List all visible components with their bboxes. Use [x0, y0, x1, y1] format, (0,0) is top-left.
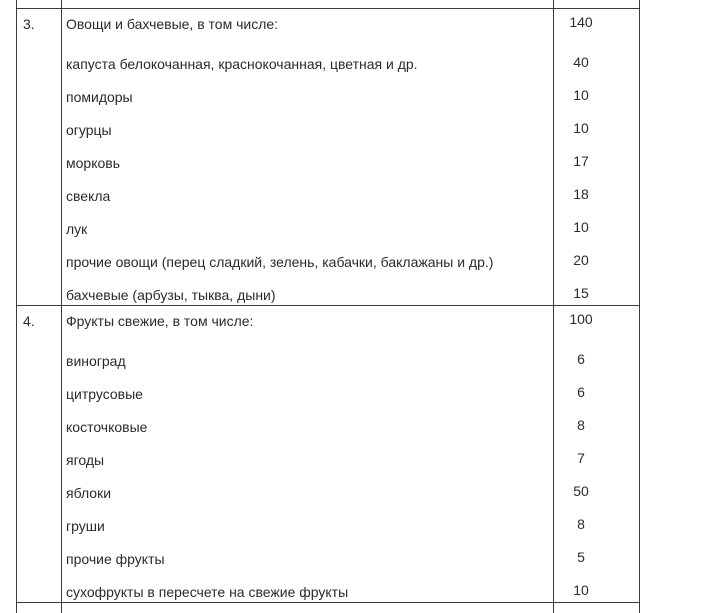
row-divider-section-3 — [16, 8, 640, 9]
row-divider-section-4 — [16, 305, 640, 306]
item-value: 10 — [573, 87, 589, 103]
item-label: морковь — [66, 155, 120, 171]
item-value: 10 — [573, 582, 589, 598]
item-label: бахчевые (арбузы, тыква, дыни) — [66, 287, 276, 303]
item-label: помидоры — [66, 89, 133, 105]
item-label: прочие фрукты — [66, 551, 165, 567]
column-divider-1 — [61, 0, 62, 613]
item-value: 5 — [577, 549, 585, 565]
column-divider-2 — [553, 0, 554, 613]
item-label: огурцы — [66, 122, 112, 138]
section-heading: Овощи и бахчевые, в том числе: — [66, 16, 279, 32]
item-value: 10 — [573, 219, 589, 235]
item-value: 18 — [573, 186, 589, 202]
item-value: 20 — [573, 252, 589, 268]
item-value: 50 — [573, 483, 589, 499]
item-value: 6 — [577, 351, 585, 367]
item-label: лук — [66, 221, 88, 237]
section-number: 3. — [23, 16, 35, 32]
item-value: 15 — [573, 285, 589, 301]
item-value: 100 — [569, 311, 593, 327]
item-value: 8 — [577, 417, 585, 433]
section-heading: Фрукты свежие, в том числе: — [66, 313, 254, 329]
item-label: сухофрукты в пересчете на свежие фрукты — [66, 584, 349, 600]
item-label: яблоки — [66, 485, 112, 501]
item-value: 140 — [569, 14, 593, 30]
item-label: груши — [66, 518, 105, 534]
item-value: 10 — [573, 120, 589, 136]
item-label: свекла — [66, 188, 111, 204]
item-value: 8 — [577, 516, 585, 532]
item-label: цитрусовые — [66, 386, 143, 402]
item-value: 40 — [573, 54, 589, 70]
item-value: 7 — [577, 450, 585, 466]
item-label: косточковые — [66, 419, 148, 435]
item-value: 6 — [577, 384, 585, 400]
item-label: прочие овощи (перец сладкий, зелень, кабачки, баклажаны и др.) — [66, 254, 494, 270]
table-border-left — [16, 0, 17, 613]
item-label: виноград — [66, 353, 126, 369]
row-divider-section-5 — [16, 602, 640, 603]
table-border-right — [639, 0, 640, 613]
norms-table — [16, 0, 640, 613]
item-label: ягоды — [66, 452, 105, 468]
item-value: 17 — [573, 153, 589, 169]
section-number: 4. — [23, 313, 35, 329]
item-label: капуста белокочанная, краснокочанная, цветная и др. — [66, 56, 418, 72]
